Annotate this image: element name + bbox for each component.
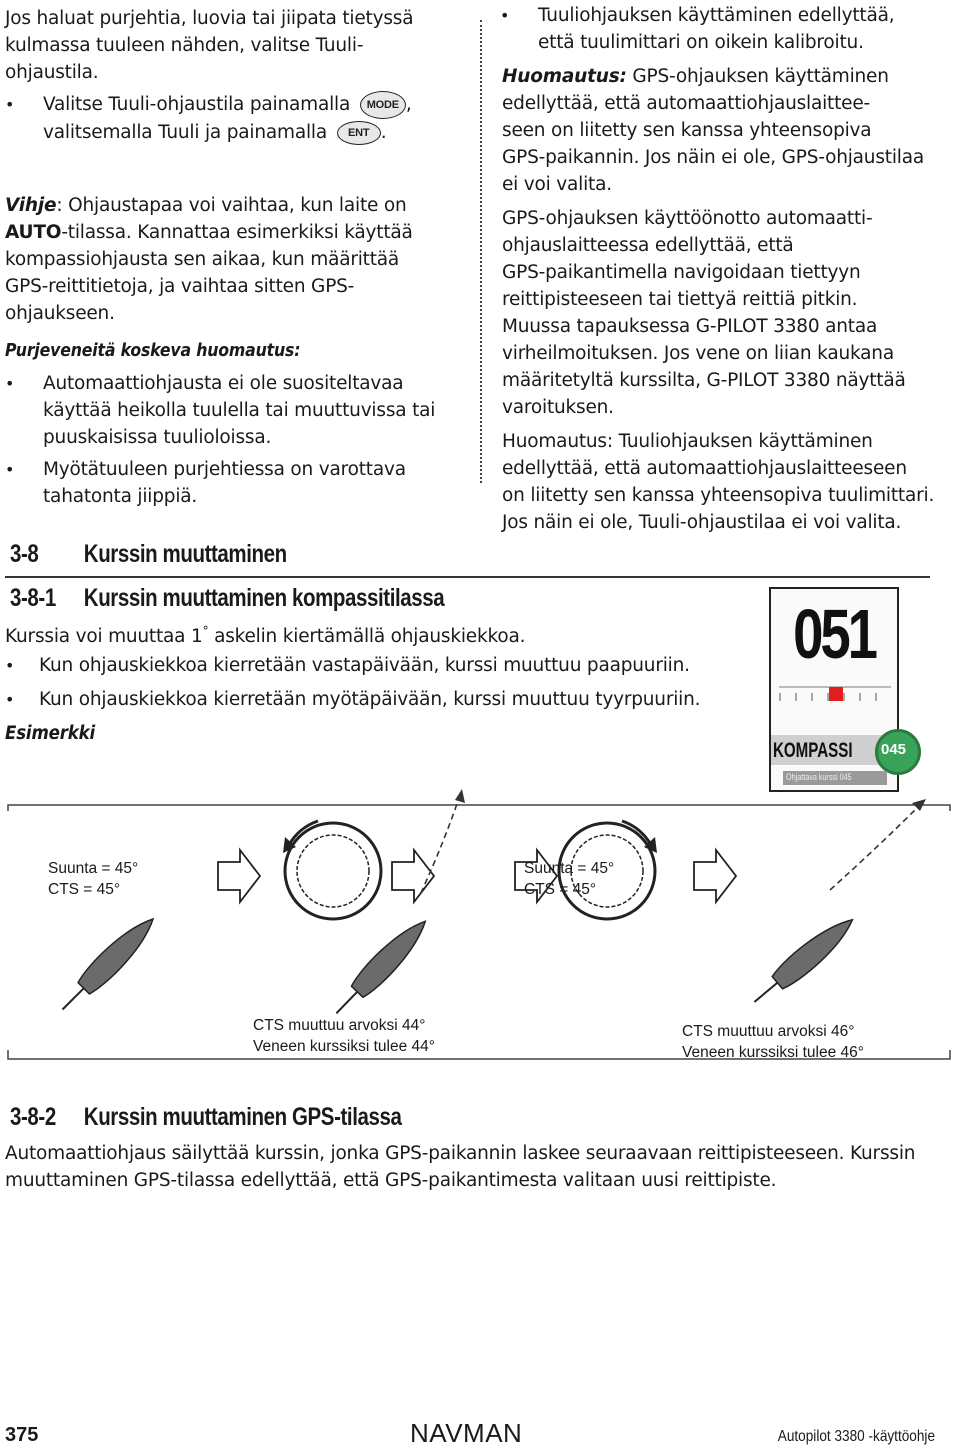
- compass-bullet: • Kun ohjauskiekkoa kierretään vastapäivään, kurssi muuttuu paapuuriin.: [5, 655, 690, 676]
- intro-line: ohjaustila.: [5, 62, 99, 83]
- tip-label: Vihje: [5, 195, 57, 216]
- tip-paragraph: Vihje: Ohjaustapaa voi vaihtaa, kun laite on AUTO-tilassa. Kannattaa esimerkiksi käyttää kompassiohjausta sen aikaa, kun määrittää GPS-reittitietoja, ja vaihtaa sitten GPS- ohjaukseen.: [5, 195, 413, 324]
- section-rule: [5, 576, 930, 578]
- steering-dial-icon: [283, 821, 381, 919]
- select-wind-bullet: • Valitse Tuuli-ohjaustila painamalla MODE , valitsemalla Tuuli ja painamalla ENT .: [5, 91, 475, 151]
- subsection-heading: 3-8-2 Kurssin muuttaminen GPS-tilassa: [10, 1103, 402, 1131]
- sail-note-title: Purjeveneitä koskeva huomautus:: [5, 341, 301, 361]
- course-change-diagram: [0, 745, 960, 1075]
- subsection-heading: 3-8-1 Kurssin muuttaminen kompassitilassa: [10, 584, 445, 612]
- course-marker: [829, 687, 843, 701]
- right-arrow-icon: [392, 850, 434, 902]
- brand-logo: NAVMAN: [410, 1418, 523, 1448]
- example-label: Esimerkki: [5, 723, 96, 744]
- right-arrow-icon: [694, 850, 736, 902]
- intro-line: kulmassa tuuleen nähden, valitse Tuuli-: [5, 35, 364, 56]
- page-number: 375: [5, 1424, 39, 1446]
- bullet-dot: •: [5, 95, 15, 114]
- gps-paragraph: GPS-ohjauksen käyttöönotto automaatti- ohjauslaitteessa edellyttää, että GPS-paikantimella navigoidaan tiettyyn reittipisteeseen tai tiettyä reittiä pitkin. Muussa tapauksessa G-PILOT 3380 antaa virheilmoituksen. Jos vene on liian kaukana määritetyltä kurssilta, G-PILOT 3380 näyttää varoituksen.: [502, 208, 906, 418]
- section-heading: 3-8 Kurssin muuttaminen: [10, 540, 287, 568]
- right-arrow-icon: [218, 850, 260, 902]
- sail-bullet: • Myötätuuleen purjehtiessa on varottava tahatonta jiippiä.: [5, 459, 406, 507]
- mode-banner: KOMPASSI: [771, 735, 895, 765]
- course-path: [420, 795, 460, 895]
- ent-key-icon: ENT: [337, 121, 381, 145]
- diagram-label: Suunta = 45° CTS = 45°: [48, 860, 139, 898]
- gps-note: Huomautus: GPS-ohjauksen käyttäminen edellyttää, että automaattiohjauslaittee- seen on liitetty sen kanssa yhteensopiva GPS-paikannin. Jos näin ei ole, GPS-ohjaustilaa ei voi valita.: [502, 66, 924, 195]
- boat-icon: [328, 913, 434, 1021]
- document-title: Autopilot 3380 -käyttöohje: [777, 1428, 935, 1445]
- diagram-result-label: CTS muuttuu arvoksi 46° Veneen kurssiksi tulee 46°: [682, 1023, 864, 1061]
- boat-icon: [747, 911, 860, 1011]
- cts-badge: 045: [875, 729, 921, 775]
- gps-mode-paragraph: Automaattiohjaus säilyttää kurssin, jonka GPS-paikannin laskee seuraavaan reittipisteeseen. Kurssin muuttaminen GPS-tilassa edellyttää, että GPS-paikantimesta valitaan uusi reittipiste.: [5, 1143, 916, 1191]
- mode-key-icon: MODE: [360, 91, 406, 119]
- wind-calibration-bullet: • Tuuliohjauksen käyttäminen edellyttää, että tuulimittari on oikein kalibroitu.: [500, 5, 895, 53]
- wind-note: Huomautus: Tuuliohjauksen käyttäminen edellyttää, että automaattiohjauslaitteeseen on liitetty sen kanssa yhteensopiva tuulimittari. Jos näin ei ole, Tuuli-ohjaustilaa ei voi valita.: [502, 431, 935, 533]
- course-path: [830, 805, 920, 890]
- compass-step-text: Kurssia voi muuttaa 1° askelin kiertämällä ohjauskiekkoa.: [5, 624, 526, 648]
- sail-bullet: • Automaattiohjausta ei ole suositeltavaa käyttää heikolla tuulella tai muuttuvissa tai puuskaisissa tuulioloissa.: [5, 373, 436, 448]
- boat-icon: [54, 911, 161, 1018]
- diagram-result-label: CTS muuttuu arvoksi 44° Veneen kurssiksi tulee 44°: [253, 1017, 435, 1055]
- status-bar: Ohjattava kurssi 045: [783, 771, 887, 785]
- column-divider: [480, 20, 482, 483]
- intro-paragraph: [5, 5, 413, 86]
- diagram-label: Suunta = 45° CTS = 45°: [524, 860, 615, 898]
- compass-bullet: • Kun ohjauskiekkoa kierretään myötäpäivään, kurssi muuttuu tyyrpuuriin.: [5, 689, 701, 710]
- heading-readout: 051: [793, 595, 875, 673]
- auto-keyword: AUTO: [5, 222, 62, 243]
- intro-line: Jos haluat purjehtia, luovia tai jiipata tietyssä: [5, 8, 414, 29]
- note-label: Huomautus:: [502, 66, 627, 87]
